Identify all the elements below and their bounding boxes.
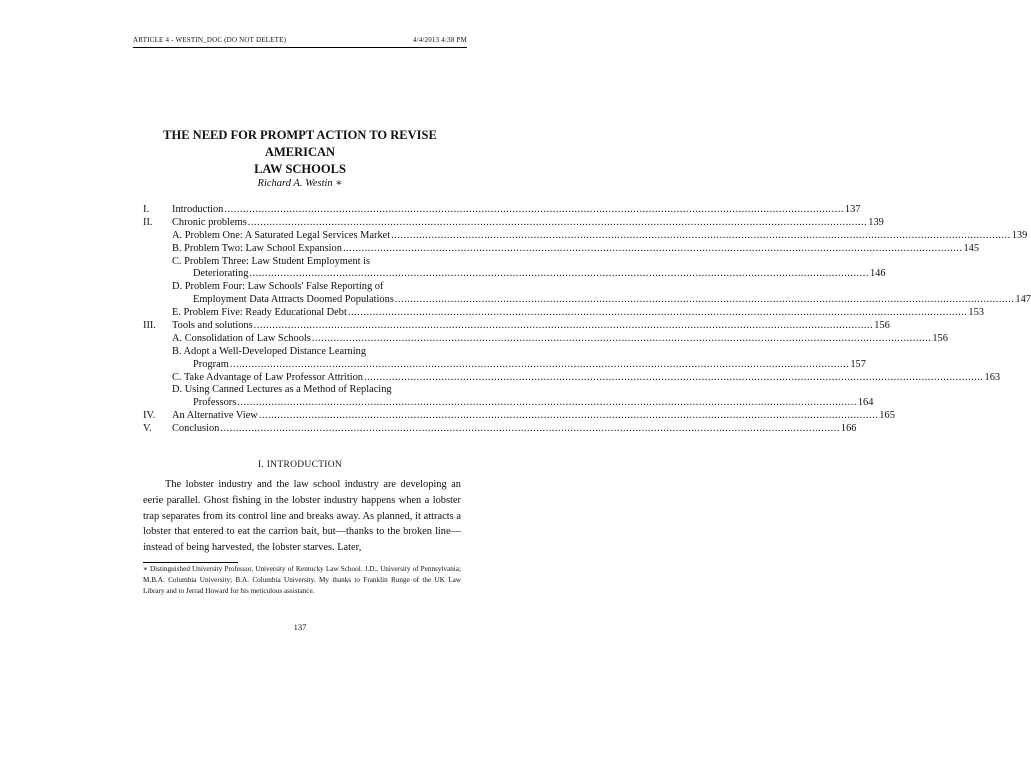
toc-entry <box>143 358 866 372</box>
author-name: Richard A. Westin ∗ <box>257 178 343 189</box>
article-title-line: LAW SCHOOLS <box>254 162 346 176</box>
toc-label: B. Adopt a Well-Developed Distance Learning <box>172 345 367 357</box>
toc-entry <box>143 307 984 320</box>
toc-number: II. <box>143 216 153 228</box>
toc-leader-dots: ........................................................................................................................................................................................................ <box>253 320 874 332</box>
toc-leader-dots: ........................................................................................................................................................................................................ <box>391 229 1011 241</box>
toc-leader-dots: ........................................................................................................................................................................................................ <box>311 332 932 344</box>
toc-label: Professors <box>193 397 237 409</box>
toc-entry <box>143 268 886 281</box>
toc-entry <box>143 371 1001 385</box>
toc-page-number: 153 <box>968 307 984 319</box>
toc-leader-dots: ........................................................................................................................................................................................................ <box>249 268 869 280</box>
table-of-contents <box>143 204 1031 436</box>
toc-label: D. Problem Four: Law Schools' False Reporting of <box>172 281 384 293</box>
toc-label: Employment Data Attracts Doomed Populations <box>193 294 394 306</box>
toc-label: A. Consolidation of Law Schools <box>172 332 311 344</box>
toc-page-number: 137 <box>844 204 861 215</box>
toc-label: B. Problem Two: Law School Expansion <box>172 242 342 254</box>
toc-label: E. Problem Five: Ready Educational Debt <box>172 307 347 319</box>
toc-leader-dots: ........................................................................................................................................................................................................ <box>347 307 968 319</box>
running-head-left: ARTICLE 4 - WESTIN_DOC (DO NOT DELETE) <box>133 36 287 44</box>
page-number: 137 <box>293 622 307 632</box>
toc-number: IV. <box>143 410 156 422</box>
toc-label: A. Problem One: A Saturated Legal Services Market <box>172 229 391 241</box>
toc-entry <box>143 204 861 217</box>
toc-number: III. <box>143 320 156 332</box>
toc-page-number: 163 <box>984 371 1001 383</box>
toc-leader-dots: ........................................................................................................................................................................................................ <box>220 423 840 435</box>
article-title-line: THE NEED FOR PROMPT ACTION TO REVISE AMERICAN <box>163 128 437 159</box>
toc-page-number: 139 <box>1011 229 1028 241</box>
toc-entry <box>143 397 874 410</box>
body-paragraph: The lobster industry and the law school industry are developing an eerie parallel. Ghost fishing in the lobster industry happens when a lobster trap separates from its control line and breaks away. As planned, it attracts a lobster that entered to eat the carrion bait, but—thanks to the broken line—instead of being harvested, the lobster starves. Later, <box>143 479 461 554</box>
toc-entry <box>143 346 461 359</box>
toc-leader-dots: ........................................................................................................................................................................................................ <box>247 216 868 228</box>
toc-number: V. <box>143 423 152 435</box>
running-head <box>133 36 467 48</box>
toc-page-number: 165 <box>879 410 895 422</box>
toc-leader-dots: ........................................................................................................................................................................................................ <box>237 397 857 409</box>
toc-label: Introduction <box>172 204 224 215</box>
toc-label: C. Problem Three: Law Student Employment is <box>172 255 371 267</box>
toc-entry <box>143 410 895 423</box>
toc-page-number: 164 <box>857 397 874 409</box>
toc-entry <box>143 423 857 436</box>
toc-entry <box>143 320 890 333</box>
footnote: ∗ Distinguished University Professor, University of Kentucky Law School. J.D., University of Pennsylvania; M.B.A. Columbia University; B.A. Columbia University. My thanks to Franklin Runge of the UK Law Library and to Jerrad Howard for his meticulous assistance. <box>143 565 461 595</box>
toc-number: I. <box>143 204 150 215</box>
toc-page-number: 166 <box>840 423 857 435</box>
toc-entry <box>143 294 1031 307</box>
toc-page-number: 145 <box>963 242 980 254</box>
toc-leader-dots: ........................................................................................................................................................................................................ <box>258 410 879 422</box>
toc-leader-dots: ........................................................................................................................................................................................................ <box>224 204 844 215</box>
toc-entry <box>143 242 980 256</box>
toc-leader-dots: ........................................................................................................................................................................................................ <box>394 294 1015 306</box>
toc-leader-dots: ........................................................................................................................................................................................................ <box>363 371 984 383</box>
toc-page-number: 147 <box>1015 294 1031 306</box>
article-title <box>133 127 467 178</box>
toc-label: Program <box>193 358 229 370</box>
toc-label: C. Take Advantage of Law Professor Attrition <box>172 371 363 383</box>
toc-entry <box>143 384 461 397</box>
toc-label: D. Using Canned Lectures as a Method of Replacing <box>172 384 392 396</box>
running-head-right: 4/4/2013 4:38 PM <box>412 36 467 44</box>
toc-label: Deteriorating <box>193 268 249 280</box>
toc-leader-dots: ........................................................................................................................................................................................................ <box>342 242 963 254</box>
toc-entry <box>143 256 461 269</box>
toc-entry <box>143 229 1028 243</box>
toc-entry <box>143 332 948 346</box>
toc-label: Chronic problems <box>172 216 247 228</box>
toc-page-number: 156 <box>874 320 890 332</box>
toc-page-number: 146 <box>869 268 886 280</box>
footnote-divider <box>143 562 238 563</box>
toc-leader-dots: ........................................................................................................................................................................................................ <box>229 358 850 370</box>
toc-entry <box>143 281 461 294</box>
toc-label: Conclusion <box>172 423 220 435</box>
section-heading: I. INTRODUCTION <box>257 460 343 470</box>
toc-entry <box>143 216 884 230</box>
toc-page-number: 157 <box>850 358 866 370</box>
toc-page-number: 156 <box>932 332 948 344</box>
toc-label: Tools and solutions <box>172 320 253 332</box>
toc-page-number: 139 <box>868 216 884 228</box>
toc-label: An Alternative View <box>172 410 258 422</box>
